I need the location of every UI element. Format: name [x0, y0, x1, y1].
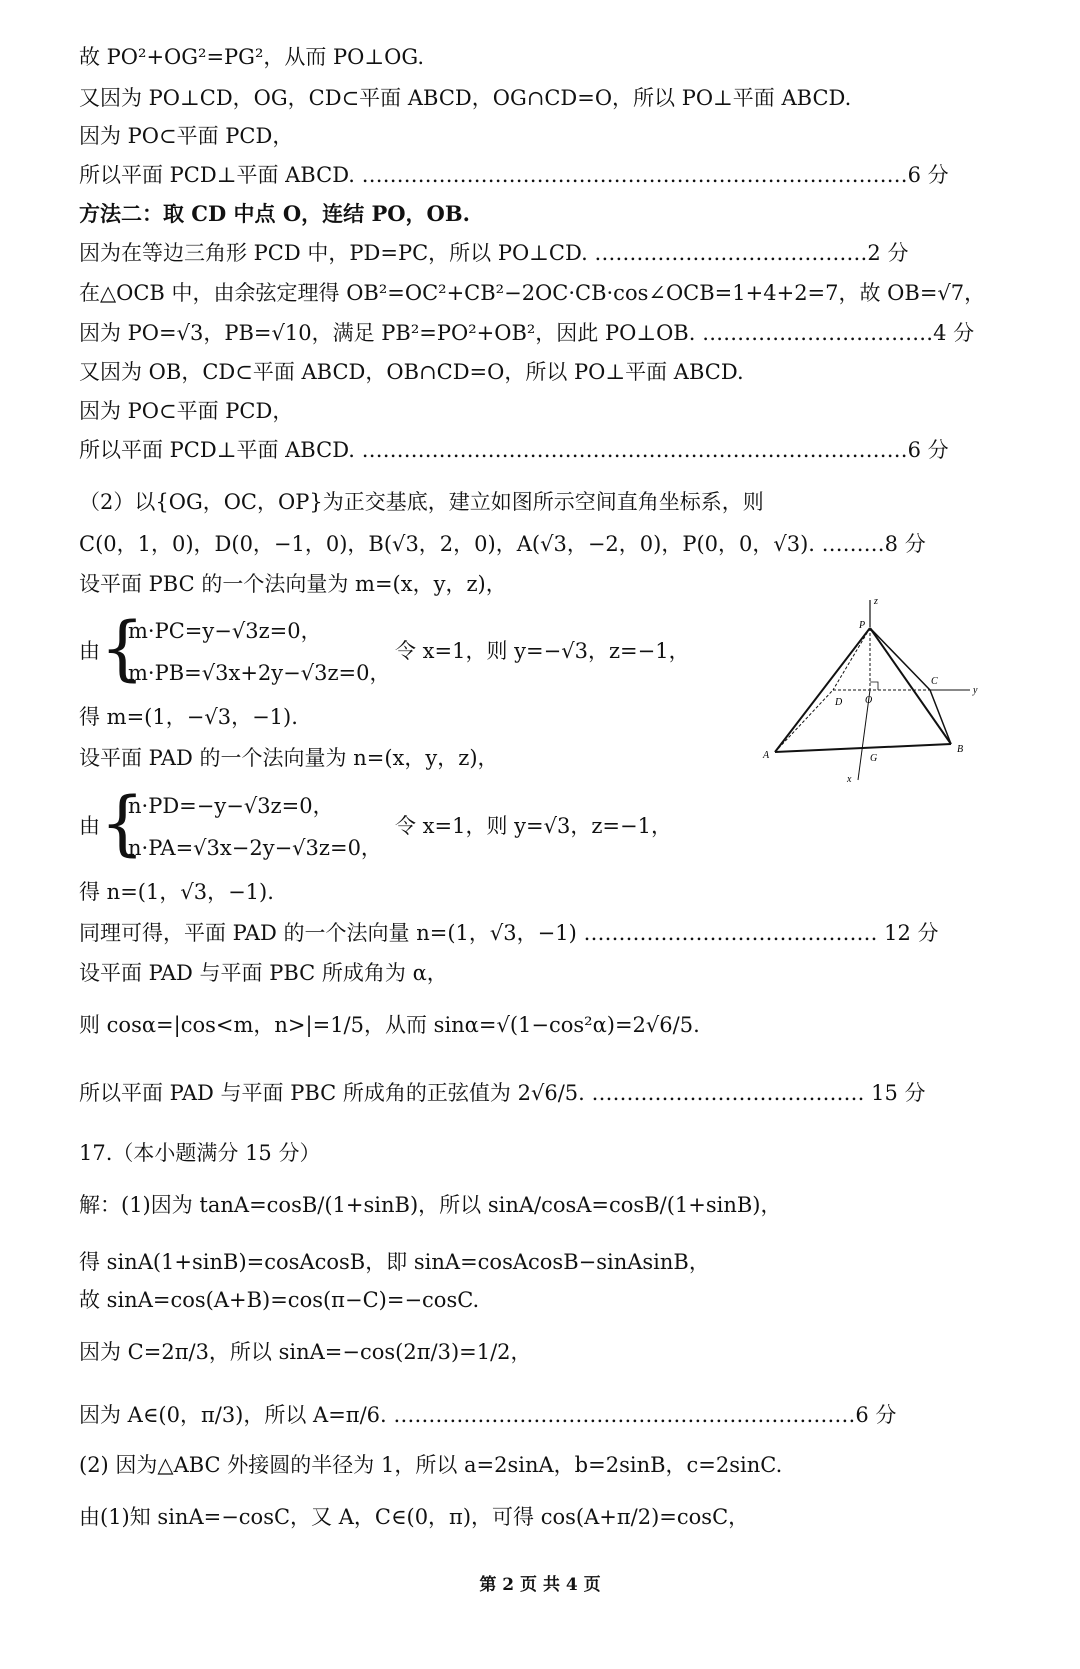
text-line: 得 n=(1，√3，−1).: [79, 880, 274, 904]
edge-AD: [775, 690, 833, 752]
equation-line: n·PD=−y−√3z=0，: [128, 794, 334, 818]
brace-icon: {: [100, 782, 145, 864]
edge-PD: [833, 628, 870, 690]
system-lead: 由: [79, 639, 100, 663]
edge-PB: [870, 628, 951, 744]
text-line: 解：(1)因为 tanA=cosB/(1+sinB)，所以 sinA/cosA=cosB/(1+sinB)，: [79, 1193, 782, 1217]
label-x: x: [847, 774, 852, 785]
text-line: 因为 PO⊂平面 PCD，: [79, 124, 294, 148]
system-lead: 由: [79, 814, 100, 838]
text-line: 同理可得，平面 PAD 的一个法向量 n=(1，√3，−1) …………………………………… 12 分: [79, 921, 939, 945]
label-O: O: [865, 695, 873, 706]
text-line: 因为 A∈(0，π/3)，所以 A=π/6. …………………………………………………………6 分: [79, 1403, 897, 1427]
label-P: P: [859, 620, 866, 631]
label-D: D: [835, 697, 843, 708]
label-C: C: [931, 676, 938, 687]
text-line: 则 cosα=|cos<m，n>|=1/5，从而 sinα=√(1−cos²α)=2√6/5.: [79, 1013, 700, 1037]
text-line: 得 sinA(1+sinB)=cosAcosB，即 sinA=cosAcosB−sinAsinB，: [79, 1250, 710, 1274]
text-line: 设平面 PAD 的一个法向量为 n=(x，y，z)，: [79, 746, 499, 770]
label-y: y: [973, 685, 978, 696]
text-line: 令 x=1，则 y=−√3，z=−1，: [395, 639, 690, 663]
problem-heading: 17.（本小题满分 15 分）: [79, 1141, 321, 1165]
text-line: 又因为 OB，CD⊂平面 ABCD，OB∩CD=O，所以 PO⊥平面 ABCD.: [79, 360, 744, 384]
equation-line: m·PC=y−√3z=0，: [128, 619, 322, 643]
brace-icon: {: [100, 607, 145, 689]
equation-line: n·PA=√3x−2y−√3z=0，: [128, 836, 382, 860]
right-angle-mark: [870, 682, 878, 690]
text-line: 因为 PO=√3，PB=√10，满足 PB²=PO²+OB²，因此 PO⊥OB. ……………………………4 分: [79, 321, 975, 345]
text-line: 设平面 PBC 的一个法向量为 m=(x，y，z)，: [79, 572, 507, 596]
text-line: 因为 PO⊂平面 PCD，: [79, 399, 294, 423]
label-A: A: [763, 750, 770, 761]
edge-PC: [870, 628, 930, 690]
text-line: 又因为 PO⊥CD，OG，CD⊂平面 ABCD，OG∩CD=O，所以 PO⊥平面 ABCD.: [79, 86, 852, 110]
text-line: 故 sinA=cos(A+B)=cos(π−C)=−cosC.: [79, 1288, 480, 1312]
text-line: 所以平面 PCD⊥平面 ABCD. ……………………………………………………………………6 分: [79, 163, 949, 187]
text-line: 因为 C=2π/3，所以 sinA=−cos(2π/3)=1/2，: [79, 1340, 532, 1364]
equation-line: m·PB=√3x+2y−√3z=0，: [128, 661, 391, 685]
text-line: 由(1)知 sinA=−cosC，又 A，C∈(0，π)，可得 cos(A+π/2)=cosC，: [79, 1505, 750, 1529]
pyramid-figure: [755, 592, 990, 812]
label-B: B: [957, 744, 964, 755]
label-z: z: [874, 596, 878, 607]
label-G: G: [870, 753, 878, 764]
text-line: 得 m=(1，−√3，−1).: [79, 705, 298, 729]
text-line: C(0，1，0)，D(0，−1，0)，B(√3，2，0)，A(√3，−2，0)，P(0，0，√3). ………8 分: [79, 532, 926, 556]
text-line: (2) 因为△ABC 外接圆的半径为 1，所以 a=2sinA，b=2sinB，c=2sinC.: [79, 1453, 783, 1477]
text-line: （2）以{OG，OC，OP}为正交基底，建立如图所示空间直角坐标系，则: [79, 490, 764, 514]
text-line: 令 x=1，则 y=√3，z=−1，: [395, 814, 672, 838]
text-line: 因为在等边三角形 PCD 中，PD=PC，所以 PO⊥CD. …………………………………2 分: [79, 241, 909, 265]
text-line: 在△OCB 中，由余弦定理得 OB²=OC²+CB²−2OC·CB·cos∠OCB=1+4+2=7，故 OB=√7，: [79, 281, 986, 305]
text-line: 设平面 PAD 与平面 PBC 所成角为 α，: [79, 961, 448, 985]
page-footer: 第 2 页 共 4 页: [479, 1575, 601, 1595]
text-line-method-two: 方法二：取 CD 中点 O，连结 PO，OB.: [79, 201, 470, 226]
text-line: 故 PO²+OG²=PG²，从而 PO⊥OG.: [79, 45, 425, 69]
text-line: 所以平面 PCD⊥平面 ABCD. ……………………………………………………………………6 分: [79, 438, 949, 462]
text-line: 所以平面 PAD 与平面 PBC 所成角的正弦值为 2√6/5. ………………………………… 15 分: [79, 1081, 926, 1105]
